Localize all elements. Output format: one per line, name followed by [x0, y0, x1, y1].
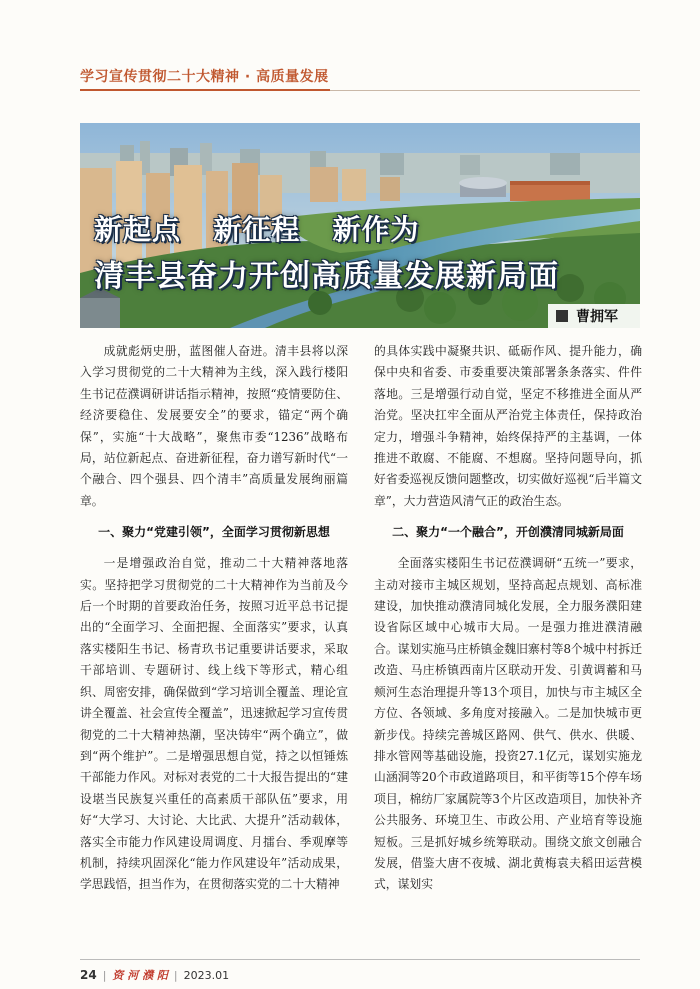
article-paragraph: 成就彪炳史册，蓝图催人奋进。清丰县将以深入学习贯彻党的二十大精神为主线，深入践行楼阳生书记莅濮调研讲话指示精神，按照“疫情要防住、经济要稳住、发展要安全”的要求，锚定“两个确保”，实施“十大战略”，聚焦市委“1236”战略布局，站位新起点、奋进新征程，奋力谱写新时代“一个融合、四个强县、四个清丰”高质量发展绚丽篇章。: [80, 344, 348, 508]
byline-square-icon: [556, 310, 568, 322]
magazine-name: 资 河 濮 阳: [112, 969, 168, 982]
hero-image: [80, 123, 640, 328]
hero-title-line1: 新起点 新征程 新作为: [94, 213, 420, 246]
author-byline: [548, 304, 640, 328]
issue-date: 2023.01: [183, 968, 230, 982]
hero-title-line2: 清丰县奋力开创高质量发展新局面: [94, 259, 559, 294]
section-heading-2: 二、聚力“一个融合”，开创濮清同城新局面: [392, 525, 624, 540]
footer-separator: |: [173, 968, 178, 982]
article-column-right: [374, 341, 642, 896]
footer-rule: [80, 959, 640, 960]
header-rule-accent: [80, 89, 330, 91]
author-name: 曹拥军: [576, 309, 618, 325]
article-paragraph: 全面落实楼阳生书记莅濮调研“五统一”要求，主动对接市主城区规划，坚持高起点规划、高标准建设，加快推动濮清同城化发展，全力服务濮阳建设省际区域中心城市大局。一是强力推进濮清融合。谋划实施马庄桥镇金魏旧寨村等8个城中村拆迁改造、马庄桥镇西南片区联动开发、引黄调蓄和马颊河生态治理提升等13个项目，加快与市主城区全方位、各领域、多角度对接融入。二是加快城市更新步伐。持续完善城区路网、供气、供水、供暖、排水管网等基础设施，投资27.1亿元，谋划实施龙山涵洞等20个市政道路项目，和平街等15个停车场项目，棉纺厂家属院等3个片区改造项目，加快补齐公共服务、环境卫生、市政公用、产业培育等设施短板。三是抓好城乡统筹联动。围绕文旅文创融合发展，借鉴大唐不夜城、湖北黄梅袁夫稻田运营模式，谋划实: [374, 556, 642, 892]
article-paragraph: 一是增强政治自觉，推动二十大精神落地落实。坚持把学习贯彻党的二十大精神作为当前及今后一个时期的首要政治任务，按照习近平总书记提出的“全面学习、全面把握、全面落实”要求，认真落实楼阳生书记、杨青玖书记重要讲话要求，采取干部培训、专题研讨、线上线下等形式，精心组织、周密安排，确保做到“学习培训全覆盖、理论宣讲全覆盖、社会宣传全覆盖”，迅速掀起学习宣传贯彻党的二十大精神热潮，坚决铸牢“两个确立”，做到“两个维护”。二是增强思想自觉，持之以恒锤炼干部能力作风。对标对表党的二十大报告提出的“建设堪当民族复兴重任的高素质干部队伍”要求，用好“大学习、大讨论、大比武、大提升”活动载体，落实全市能力作风建设周调度、月擂台、季观摩等机制，持续巩固深化“能力作风建设年”活动成果，学思践悟，担当作为，在贯彻落实党的二十大精神: [80, 556, 348, 892]
article-paragraph: 的具体实践中凝聚共识、砥砺作风、提升能力，确保中央和省委、市委重要决策部署条条落实、件件落地。三是增强行动自觉，坚定不移推进全面从严治党。坚决扛牢全面从严治党主体责任，保持政治定力，增强斗争精神，始终保持严的主基调，一体推进不敢腐、不能腐、不想腐。坚持问题导向，抓好省委巡视反馈问题整改，切实做好巡视“后半篇文章”，大力营造风清气正的政治生态。: [374, 344, 642, 508]
page-number: 24: [80, 968, 97, 982]
section-title: 学习宣传贯彻二十大精神 · 高质量发展: [80, 69, 329, 85]
page-footer: [80, 967, 229, 983]
footer-separator: |: [102, 968, 107, 982]
article-column-left: [80, 341, 348, 896]
section-heading-1: 一、聚力“党建引领”，全面学习贯彻新思想: [98, 525, 330, 540]
